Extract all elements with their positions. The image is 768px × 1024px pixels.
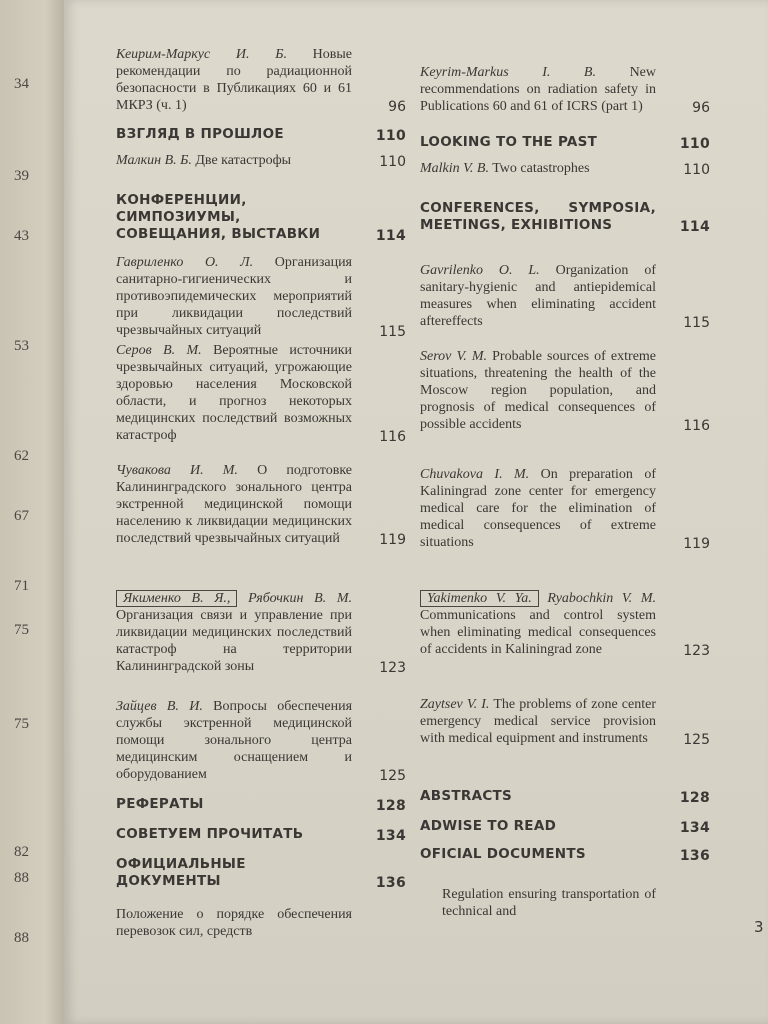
entry-title: Положение о порядке обеспечения перевозок сил, средств bbox=[116, 907, 352, 939]
entry-title: Two catastrophes bbox=[492, 161, 590, 176]
section-title: КОНФЕРЕНЦИИ, СИМПОЗИУМЫ, СОВЕЩАНИЯ, ВЫСТАВКИ bbox=[116, 192, 321, 242]
toc-section bbox=[420, 818, 710, 836]
prev-page-number: 75 bbox=[14, 716, 29, 732]
section-title: ВЗГЛЯД В ПРОШЛОЕ bbox=[116, 126, 284, 142]
toc-section bbox=[420, 788, 710, 806]
entry-page-number: 110 bbox=[679, 136, 710, 152]
entry-title: Новые рекомендации по радиационной безопасности в Публикациях 60 и 61 МКРЗ (ч. 1) bbox=[116, 47, 352, 113]
entry-title: Организация связи и управление при ликвидации медицинских последствий катастроф на территории Калининградской зоны bbox=[116, 608, 352, 674]
contents-page bbox=[64, 0, 768, 1024]
entry-author: Keyrim-Markus I. B. bbox=[420, 65, 596, 80]
entry-page-number: 114 bbox=[375, 228, 406, 244]
toc-entry bbox=[420, 160, 710, 178]
entry-page-number: 134 bbox=[679, 820, 710, 836]
entry-page-number: 125 bbox=[683, 732, 710, 748]
prev-page-number: 34 bbox=[14, 76, 29, 92]
section-title: РЕФЕРАТЫ bbox=[116, 796, 204, 812]
entry-page-number: 96 bbox=[388, 99, 406, 115]
entry-page-number: 136 bbox=[375, 875, 406, 891]
toc-entry bbox=[116, 152, 406, 170]
entry-page-number: 110 bbox=[379, 154, 406, 170]
entry-page-number: 116 bbox=[379, 429, 406, 445]
entry-page-number: 110 bbox=[375, 128, 406, 144]
prev-page-number: 75 bbox=[14, 622, 29, 638]
toc-entry bbox=[116, 590, 406, 676]
entry-title: Probable sources of extreme situations, threatening the health of the Moscow region population, and prognosis of medical consequences of possible accidents bbox=[420, 349, 657, 432]
entry-page-number: 115 bbox=[683, 315, 710, 331]
entry-author: Рябочкин В. М. bbox=[248, 591, 352, 606]
entry-title: Communications and control system when eliminating medical consequences of accidents in Kaliningrad zone bbox=[420, 608, 656, 657]
boxed-author: Yakimenko V. Ya. bbox=[420, 590, 539, 607]
entry-page-number: 116 bbox=[683, 418, 710, 434]
prev-page-number: 71 bbox=[14, 578, 29, 594]
page-number: 3 bbox=[754, 918, 764, 936]
entry-title: New recommendations on radiation safety in Publications 60 and 61 of ICRS (part 1) bbox=[420, 65, 656, 114]
prev-page-number: 53 bbox=[14, 338, 29, 354]
toc-section bbox=[420, 200, 710, 235]
toc-section bbox=[420, 846, 710, 864]
section-title: ABSTRACTS bbox=[420, 788, 513, 804]
entry-author: Serov V. M. bbox=[420, 349, 488, 364]
toc-entry bbox=[116, 46, 406, 115]
entry-author: Кеирим-Маркус И. Б. bbox=[116, 47, 287, 62]
entry-author: Чувакова И. М. bbox=[116, 463, 238, 478]
toc-entry bbox=[420, 262, 710, 331]
toc-entry bbox=[116, 698, 406, 784]
toc-entry bbox=[116, 342, 406, 445]
entry-author: Зайцев В. И. bbox=[116, 699, 203, 714]
entry-title: Regulation ensuring transportation of technical and bbox=[442, 887, 656, 919]
entry-author: Chuvakova I. M. bbox=[420, 467, 530, 482]
entry-page-number: 128 bbox=[375, 798, 406, 814]
toc-section bbox=[116, 856, 406, 891]
entry-title: Организация санитарно-гигиенических и противоэпидемических мероприятий при ликвидации последствий чрезвычайных ситуаций bbox=[116, 255, 352, 338]
entry-page-number: 110 bbox=[683, 162, 710, 178]
entry-title: Organization of sanitary-hygienic and antiepidemical measures when eliminating accident aftereffects bbox=[420, 263, 656, 329]
entry-page-number: 123 bbox=[683, 643, 710, 659]
entry-title: Две катастрофы bbox=[195, 153, 292, 168]
toc-entry bbox=[116, 254, 406, 340]
toc-section bbox=[420, 134, 710, 152]
prev-page-number: 88 bbox=[14, 930, 29, 946]
toc-entry bbox=[420, 64, 710, 116]
entry-title: The problems of zone center emergency medical service provision with medical equipment and instruments bbox=[420, 697, 656, 746]
section-title: ОФИЦИАЛЬНЫЕ ДОКУМЕНТЫ bbox=[116, 856, 246, 889]
prev-page-number: 43 bbox=[14, 228, 29, 244]
prev-page-number: 88 bbox=[14, 870, 29, 886]
toc-section bbox=[116, 826, 406, 844]
entry-page-number: 136 bbox=[679, 848, 710, 864]
section-title: OFICIAL DOCUMENTS bbox=[420, 846, 586, 862]
entry-author: Серов В. М. bbox=[116, 343, 202, 358]
entry-page-number: 125 bbox=[379, 768, 406, 784]
entry-page-number: 128 bbox=[679, 790, 710, 806]
entry-page-number: 115 bbox=[379, 324, 406, 340]
entry-author: Гавриленко О. Л. bbox=[116, 255, 254, 270]
toc-section bbox=[116, 796, 406, 814]
entry-author: Gavrilenko O. L. bbox=[420, 263, 540, 278]
toc-entry bbox=[420, 696, 710, 748]
entry-page-number: 114 bbox=[679, 219, 710, 235]
previous-page-margin bbox=[0, 0, 64, 1024]
prev-page-number: 39 bbox=[14, 168, 29, 184]
toc-entry bbox=[116, 906, 386, 940]
entry-page-number: 123 bbox=[379, 660, 406, 676]
prev-page-number: 62 bbox=[14, 448, 29, 464]
toc-entry bbox=[420, 886, 690, 920]
entry-title: О подготовке Калининградского зонального центра экстренной медицинской помощи населению к ликвидации медицинских последствий чрезвычайных ситуаций bbox=[116, 463, 352, 546]
entry-author: Ryabochkin V. M. bbox=[547, 591, 656, 606]
boxed-author: Якименко В. Я., bbox=[116, 590, 237, 607]
entry-page-number: 119 bbox=[379, 532, 406, 548]
toc-section bbox=[116, 126, 406, 144]
toc-section bbox=[116, 192, 406, 244]
entry-author: Zaytsev V. I. bbox=[420, 697, 490, 712]
section-title: LOOKING TO THE PAST bbox=[420, 134, 598, 150]
toc-entry bbox=[420, 348, 710, 434]
entry-page-number: 134 bbox=[375, 828, 406, 844]
section-title: ADWISE TO READ bbox=[420, 818, 557, 834]
prev-page-number: 67 bbox=[14, 508, 29, 524]
section-title: СОВЕТУЕМ ПРОЧИТАТЬ bbox=[116, 826, 304, 842]
prev-page-number: 82 bbox=[14, 844, 29, 860]
entry-author: Malkin V. B. bbox=[420, 161, 489, 176]
entry-page-number: 96 bbox=[692, 100, 710, 116]
entry-title: On preparation of Kaliningrad zone center for emergency medical care for the elimination of medical consequences of extreme situations bbox=[420, 467, 656, 550]
entry-title: Вопросы обеспечения службы экстренной медицинской помощи зонального центра медицинским оснащением и оборудованием bbox=[116, 699, 353, 782]
entry-page-number: 119 bbox=[683, 536, 710, 552]
toc-entry bbox=[420, 466, 710, 552]
entry-author: Малкин В. Б. bbox=[116, 153, 192, 168]
toc-entry bbox=[116, 462, 406, 548]
entry-title: Вероятные источники чрезвычайных ситуаций, угрожающие здоровью населения Московской области, и прогноз некоторых медицинских последствий возможных катастроф bbox=[116, 343, 352, 443]
toc-entry bbox=[420, 590, 710, 659]
section-title: CONFERENCES, SYMPOSIA, MEETINGS, EXHIBITIONS bbox=[420, 200, 656, 233]
